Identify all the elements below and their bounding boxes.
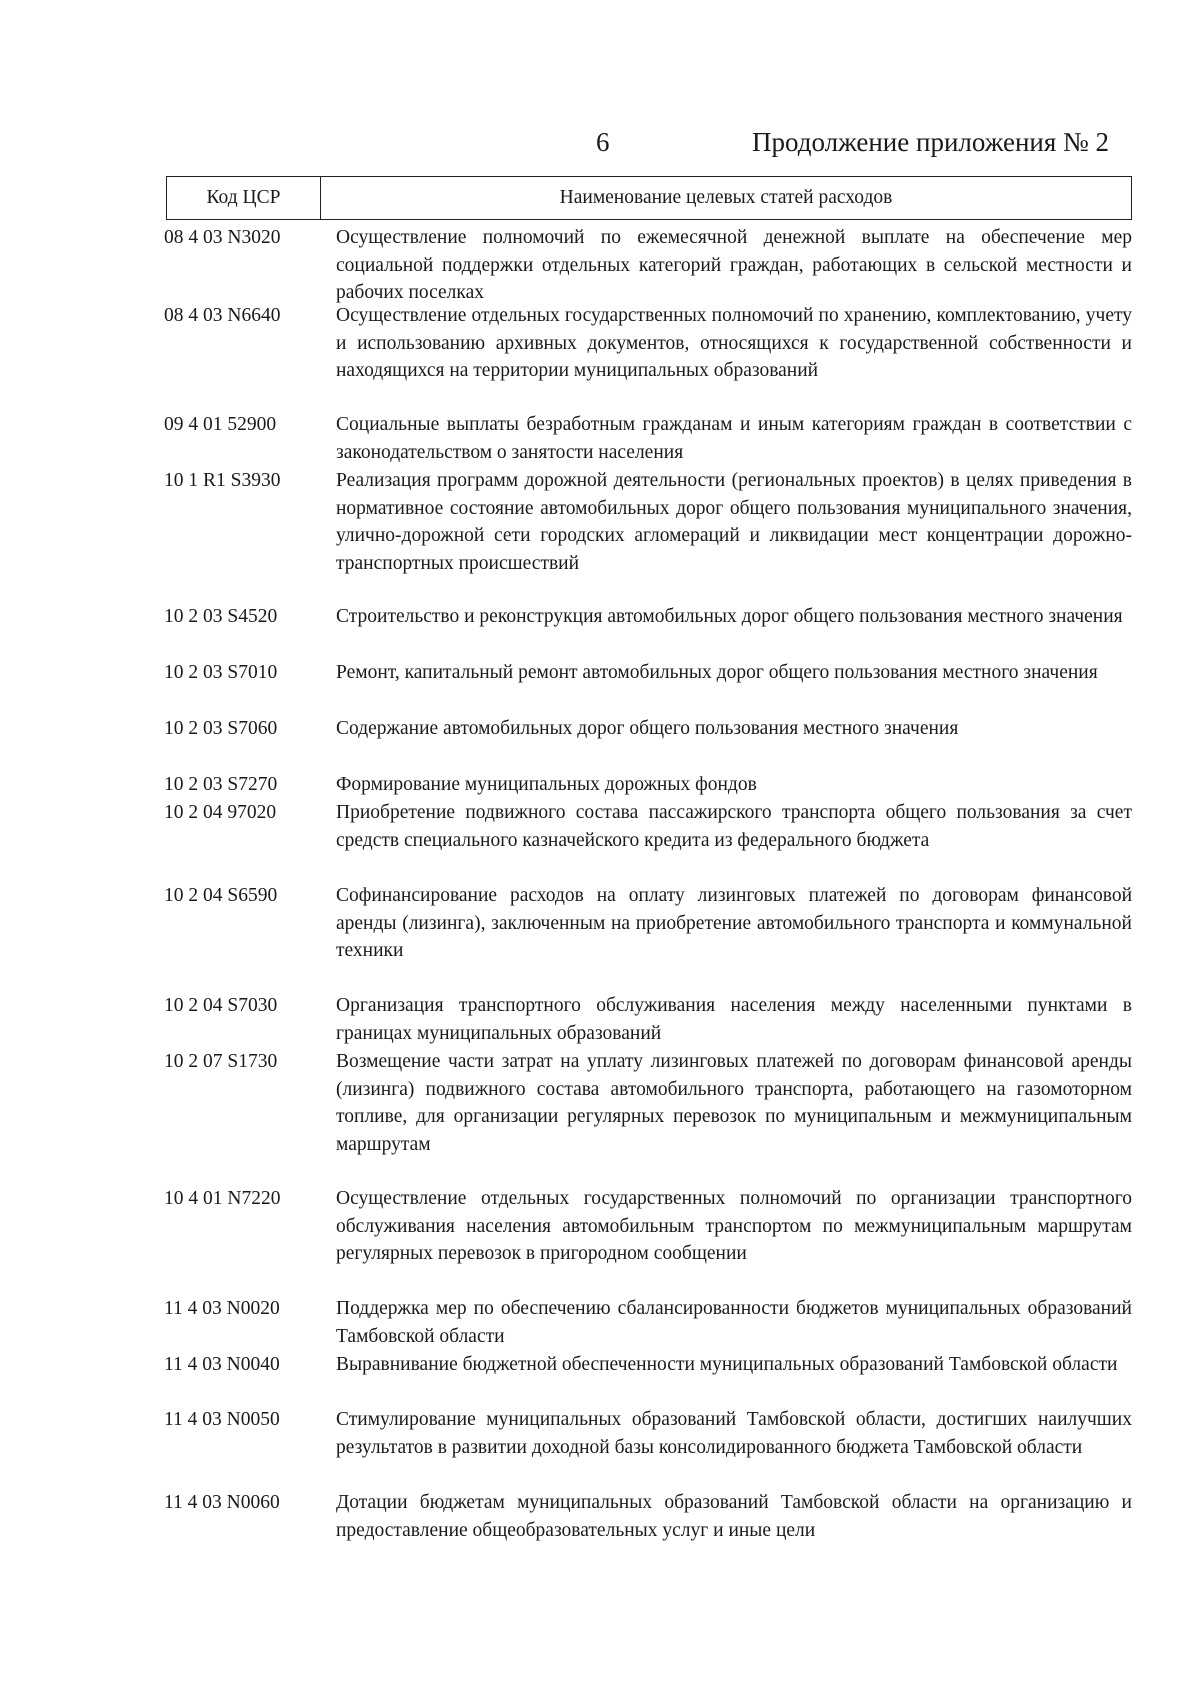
row-name: Дотации бюджетам муниципальных образований Тамбовской области на организацию и предоставление общеобразовательных услуг и иные цели [336,1492,1132,1541]
row-name: Реализация программ дорожной деятельности (региональных проектов) в целях приведения в нормативное состояние автомобильных дорог общего пользования муниципального значения, улично-дорожной сети городских агломераций и ликвидации мест концентрации дорожно-транспортных происшествий [336,470,1132,574]
table-header [166,176,1132,220]
table-row [164,882,1132,992]
row-code: 09 4 01 52900 [164,414,277,435]
row-name: Строительство и реконструкция автомобильных дорог общего пользования местного значения [336,606,1123,627]
row-code: 10 2 03 S7060 [164,718,278,739]
row-code: 10 2 07 S1730 [164,1051,278,1072]
table-row [164,1351,1132,1406]
table-row [164,302,1132,411]
table-row [164,715,1132,771]
table-row [164,1489,1132,1545]
row-code: 10 1 R1 S3930 [164,470,281,491]
table-row [164,659,1132,715]
table-row [164,771,1132,799]
table-row [164,603,1132,659]
row-name: Возмещение части затрат на уплату лизинговых платежей по договорам финансовой аренды (лизинга) подвижного состава автомобильного транспорта, работающего на газомоторном топливе, для организации регулярных перевозок по муниципальным и межмуниципальным маршрутам [336,1051,1132,1155]
row-name: Ремонт, капитальный ремонт автомобильных дорог общего пользования местного значения [336,662,1098,683]
row-code: 11 4 03 N0040 [164,1354,280,1375]
row-name: Стимулирование муниципальных образований Тамбовской области, достигших наилучших результатов в развитии доходной базы консолидированного бюджета Тамбовской области [336,1409,1132,1458]
table-row [164,1185,1132,1295]
row-name: Организация транспортного обслуживания населения между населенными пунктами в границах муниципальных образований [336,995,1132,1044]
row-name: Поддержка мер по обеспечению сбалансированности бюджетов муниципальных образований Тамбовской области [336,1298,1132,1347]
row-code: 08 4 03 N3020 [164,227,281,248]
row-code: 10 2 04 S7030 [164,995,278,1016]
row-name: Осуществление отдельных государственных полномочий по организации транспортного обслуживания населения автомобильным транспортом по межмуниципальным маршрутам регулярных перевозок в пригородном сообщении [336,1188,1132,1264]
table-row [164,411,1132,467]
row-code: 10 2 03 S7270 [164,774,278,795]
table-row [164,1048,1132,1185]
row-name: Софинансирование расходов на оплату лизинговых платежей по договорам финансовой аренды (лизинга), заключенным на приобретение автомобильного транспорта и коммунальной техники [336,885,1132,961]
row-code: 10 2 04 97020 [164,802,277,823]
table-row [164,224,1132,302]
row-code: 08 4 03 N6640 [164,305,281,326]
appendix-continuation-title: Продолжение приложения № 2 [752,127,1110,157]
table-body [164,224,1132,1545]
row-code: 11 4 03 N0060 [164,1492,280,1513]
row-name: Формирование муниципальных дорожных фондов [336,774,757,795]
table-row [164,1406,1132,1489]
table-row [164,799,1132,882]
row-name: Социальные выплаты безработным гражданам и иным категориям граждан в соответствии с законодательством о занятости населения [336,414,1132,463]
row-name: Осуществление отдельных государственных полномочий по хранению, комплектованию, учету и использованию архивных документов, относящихся к государственной собственности и находящихся на территории муниципальных образований [336,305,1132,381]
row-code: 10 2 03 S7010 [164,662,278,683]
row-name: Содержание автомобильных дорог общего пользования местного значения [336,718,959,739]
row-name: Осуществление полномочий по ежемесячной денежной выплате на обеспечение мер социальной поддержки отдельных категорий граждан, работающих в сельской местности и рабочих поселках [336,227,1132,303]
row-code: 11 4 03 N0050 [164,1409,280,1430]
row-name: Приобретение подвижного состава пассажирского транспорта общего пользования за счет средств специального казначейского кредита из федерального бюджета [336,802,1132,851]
row-code: 11 4 03 N0020 [164,1298,280,1319]
column-header-code: Код ЦСР [167,177,321,219]
row-code: 10 2 03 S4520 [164,606,278,627]
table-row [164,992,1132,1048]
table-row [164,467,1132,603]
row-name: Выравнивание бюджетной обеспеченности муниципальных образований Тамбовской области [336,1354,1118,1375]
row-code: 10 2 04 S6590 [164,885,278,906]
page-number: 6 [596,127,610,157]
table-row [164,1295,1132,1351]
column-header-name: Наименование целевых статей расходов [559,187,893,208]
row-code: 10 4 01 N7220 [164,1188,281,1209]
